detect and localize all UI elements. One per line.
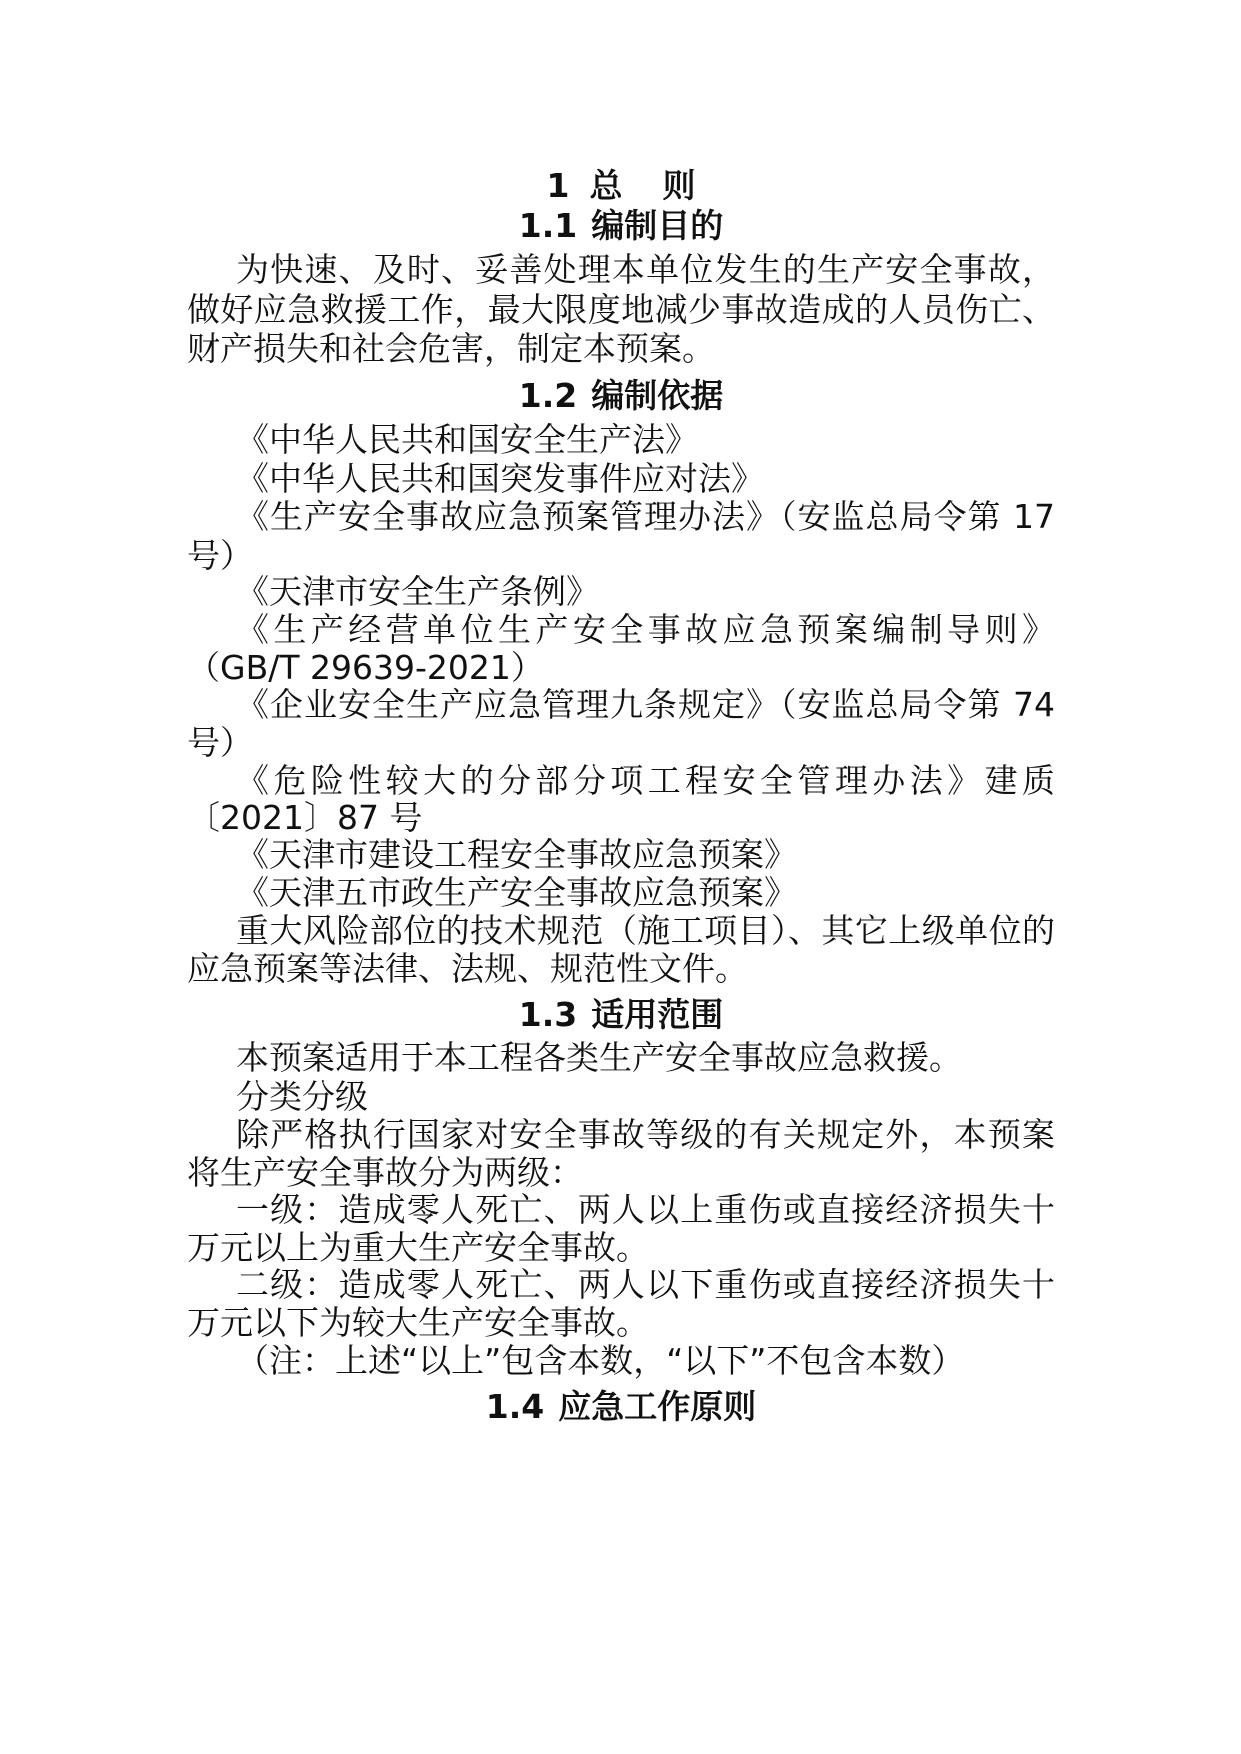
reference-item: 《中华人民共和国突发事件应对法》 <box>236 459 764 498</box>
chapter-number: 1 <box>546 166 570 205</box>
paragraph-line: 一级：造成零人死亡、两人以上重伤或直接经济损失十 <box>236 1190 1055 1229</box>
section-heading-1-3 <box>187 994 1055 1036</box>
reference-item: 《天津五市政生产安全事故应急预案》 <box>236 873 797 912</box>
section-title: 编制目的 <box>591 206 724 245</box>
paragraph-line: 万元以上为重大生产安全事故。 <box>187 1228 649 1267</box>
paragraph-line: 本预案适用于本工程各类生产安全事故应急救援。 <box>236 1038 962 1077</box>
section-number: 1.3 <box>518 995 578 1034</box>
paragraph-line: 二级：造成零人死亡、两人以下重伤或直接经济损失十 <box>236 1265 1055 1304</box>
reference-item: 《危险性较大的分部分项工程安全管理办法》建质 <box>236 761 1055 800</box>
reference-item: 重大风险部位的技术规范（施工项目）、其它上级单位的 <box>236 911 1055 950</box>
chapter-title-first: 总 <box>589 166 623 205</box>
section-heading-1-2 <box>187 375 1055 417</box>
section-number: 1.1 <box>518 206 578 245</box>
section-title: 适用范围 <box>591 995 724 1034</box>
paragraph-line: 为快速、及时、妥善处理本单位发生的生产安全事故， <box>236 250 1055 289</box>
reference-item-continuation: 号） <box>187 536 253 575</box>
reference-item: 《中华人民共和国安全生产法》 <box>236 420 698 459</box>
section-number: 1.4 <box>485 1387 545 1426</box>
reference-item: 《生产安全事故应急预案管理办法》（安监总局令第 17 <box>236 497 1055 536</box>
reference-item-continuation: 应急预案等法律、法规、规范性文件。 <box>187 949 748 988</box>
reference-item-continuation: （GB/T 29639-2021） <box>187 648 544 687</box>
chapter-heading <box>187 165 1055 207</box>
reference-item-continuation: 〔2021〕87 号 <box>187 798 423 837</box>
chapter-title-second: 则 <box>662 166 696 205</box>
reference-item: 《天津市建设工程安全事故应急预案》 <box>236 835 797 874</box>
reference-item: 《企业安全生产应急管理九条规定》（安监总局令第 74 <box>236 685 1055 724</box>
paragraph-line: 万元以下为较大生产安全事故。 <box>187 1303 649 1342</box>
section-heading-1-4 <box>187 1386 1055 1428</box>
paragraph-line: 分类分级 <box>236 1077 368 1116</box>
section-title: 应急工作原则 <box>558 1387 757 1426</box>
paragraph-line: 除严格执行国家对安全事故等级的有关规定外，本预案 <box>236 1115 1055 1154</box>
reference-item: 《天津市安全生产条例》 <box>236 572 599 611</box>
section-number: 1.2 <box>518 376 578 415</box>
paragraph-line: 做好应急救援工作，最大限度地减少事故造成的人员伤亡、 <box>187 290 1055 329</box>
reference-item-continuation: 号） <box>187 723 253 762</box>
paragraph-line: 将生产安全事故分为两级： <box>187 1153 583 1192</box>
paragraph-line: 财产损失和社会危害，制定本预案。 <box>187 329 715 368</box>
section-heading-1-1 <box>187 205 1055 247</box>
note-line: （注：上述“以上”包含本数，“以下”不包含本数） <box>236 1341 965 1380</box>
reference-item: 《生产经营单位生产安全事故应急预案编制导则》 <box>236 610 1055 649</box>
section-title: 编制依据 <box>591 376 724 415</box>
